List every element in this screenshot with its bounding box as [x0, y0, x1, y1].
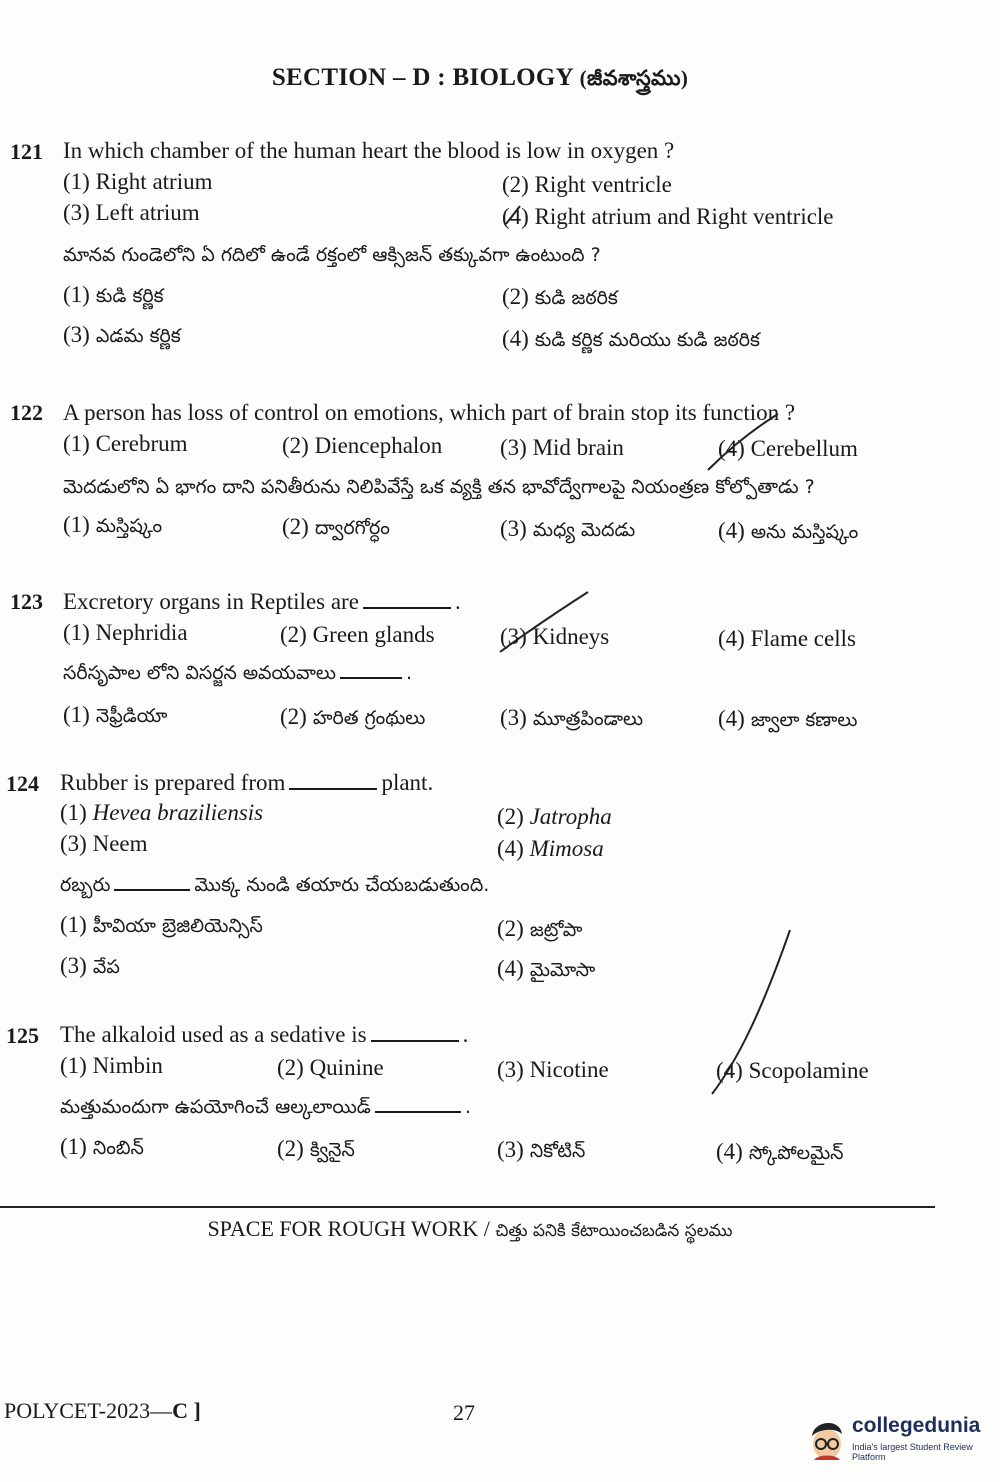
- option-1-telugu: (1) మస్తిష్కం: [63, 512, 163, 537]
- option-3-telugu: (3) ఎడమ కర్ణిక: [63, 322, 181, 347]
- page-number: 27: [453, 1400, 475, 1425]
- question-text-telugu: రబ్బరు మొక్క నుండి తయారు చేయబడుతుంది.: [60, 874, 490, 896]
- option-3: (3) Neem: [60, 831, 148, 856]
- option-4: (4) Right atrium and Right ventricle: [502, 204, 834, 229]
- option-1: (1) Hevea braziliensis: [60, 800, 264, 825]
- question-text: Excretory organs in Reptiles are .: [63, 589, 461, 614]
- option-1-telugu: (1) నెఫ్రీడియా: [63, 702, 168, 727]
- option-4: (4) Flame cells: [718, 626, 856, 651]
- question-text-telugu: మెదడులోని ఏ భాగం దాని పనితీరును నిలిపివేస్తే ఒక వ్యక్తి తన భావోద్వేగాలపై నియంత్రణ కోల్పోతాడు ?: [63, 476, 815, 498]
- option-3-telugu: (3) మధ్య మెదడు: [500, 516, 636, 541]
- question-number: 125: [6, 1023, 39, 1048]
- answer-mark-q125: [712, 930, 790, 1094]
- question-text: The alkaloid used as a sedative is .: [60, 1022, 469, 1047]
- section-title-english: SECTION – D : BIOLOGY: [271, 64, 574, 91]
- option-4: (4) Cerebellum: [718, 436, 858, 461]
- option-2-telugu: (2) క్వినైన్: [277, 1136, 355, 1161]
- option-3-telugu: (3) నికోటిన్: [497, 1137, 586, 1162]
- question-text: In which chamber of the human heart the blood is low in oxygen ?: [63, 138, 675, 163]
- option-2: (2) Green glands: [280, 622, 435, 647]
- option-1-telugu: (1) కుడి కర్ణిక: [63, 282, 164, 307]
- divider-line: [0, 1206, 935, 1208]
- option-2: (2) Jatropha: [497, 804, 612, 829]
- exam-code: POLYCET-2023—C ]: [4, 1398, 201, 1423]
- option-3: (3) Mid brain: [500, 435, 624, 460]
- question-text: A person has loss of control on emotions, which part of brain stop its function ?: [63, 400, 796, 425]
- question-text-telugu: మానవ గుండెలోని ఏ గదిలో ఉండే రక్తంలో ఆక్సిజన్ తక్కువగా ఉంటుంది ?: [63, 244, 601, 266]
- option-3-telugu: (3) వేప: [60, 953, 120, 978]
- question-text-telugu: మత్తుమందుగా ఉపయోగించే ఆల్కలాయిడ్ .: [60, 1096, 471, 1118]
- question-text-telugu: సరీసృపాల లోని విసర్జన అవయవాలు .: [63, 662, 412, 684]
- answer-mark-q122: [708, 414, 778, 470]
- option-2-telugu: (2) ద్వారగోర్ధం: [282, 514, 390, 539]
- option-1-telugu: (1) నింబిన్: [60, 1134, 144, 1159]
- collegedunia-watermark: [806, 1410, 996, 1472]
- answer-mark-q121: [506, 206, 520, 224]
- option-4: (4) Scopolamine: [716, 1058, 869, 1083]
- option-3-telugu: (3) మూత్రపిండాలు: [500, 705, 644, 730]
- option-1-telugu: (1) హీవియా బ్రెజిలియెన్సిస్: [60, 912, 263, 937]
- option-1: (1) Nimbin: [60, 1053, 163, 1078]
- option-1: (1) Right atrium: [63, 169, 213, 194]
- option-3: (3) Kidneys: [500, 624, 610, 649]
- option-2: (2) Quinine: [277, 1055, 384, 1080]
- rough-work-label: SPACE FOR ROUGH WORK / చిత్తు పనికి కేటాయించబడిన స్థలము: [207, 1216, 733, 1241]
- section-title-telugu: (జీవశాస్త్రము): [579, 66, 689, 90]
- option-4-telugu: (4) మైమోసా: [497, 956, 596, 981]
- question-number: 123: [10, 589, 43, 614]
- option-2-telugu: (2) హరిత గ్రంథులు: [280, 704, 426, 729]
- option-2: (2) Diencephalon: [282, 433, 443, 458]
- answer-mark-q123: [500, 592, 588, 652]
- option-4-telugu: (4) అను మస్తిష్కం: [718, 518, 859, 543]
- mascot-icon: [806, 1414, 848, 1462]
- question-number: 124: [6, 771, 39, 796]
- option-3: (3) Left atrium: [63, 200, 200, 225]
- option-1: (1) Nephridia: [63, 620, 188, 645]
- option-4: (4) Mimosa: [497, 836, 604, 861]
- option-4-telugu: (4) కుడి కర్ణిక మరియు కుడి జఠరిక: [502, 326, 760, 351]
- option-1: (1) Cerebrum: [63, 431, 188, 456]
- option-4-telugu: (4) జ్వాలా కణాలు: [718, 706, 858, 731]
- option-3: (3) Nicotine: [497, 1057, 609, 1082]
- brand-tagline: India's largest Student Review Platform: [852, 1442, 973, 1462]
- option-4-telugu: (4) స్కోపోలమైన్: [716, 1139, 844, 1164]
- question-number: 121: [10, 139, 43, 164]
- brand-name: collegedunia: [852, 1414, 981, 1437]
- question-text: Rubber is prepared from plant.: [60, 770, 434, 795]
- option-2-telugu: (2) కుడి జఠరిక: [502, 284, 618, 309]
- option-2: (2) Right ventricle: [502, 172, 672, 197]
- option-2-telugu: (2) జట్రోపా: [497, 916, 583, 941]
- question-number: 122: [10, 400, 43, 425]
